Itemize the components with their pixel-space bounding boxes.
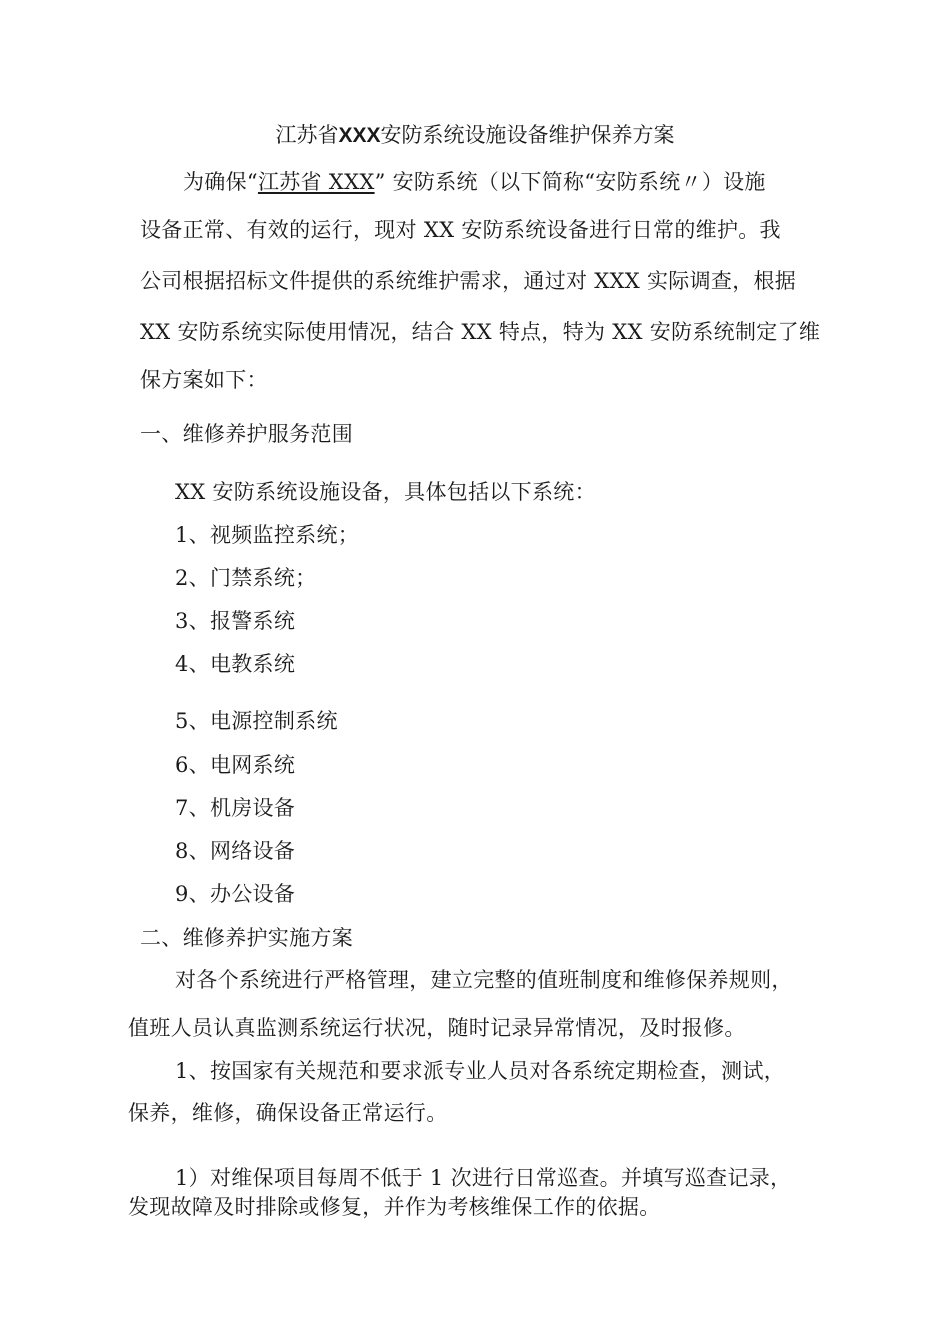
section-2-paragraph-1-line-2: 值班人员认真监测系统运行状况，随时记录异常情况，及时报修。 [128, 1016, 746, 1040]
title-bold: XXX [338, 124, 381, 147]
intro-line-1-underlined: 江苏省 XXX [257, 170, 375, 194]
list-item: 8、网络设备 [175, 839, 296, 863]
intro-line-1-b: ” 安防系统（以下简称“安防系统〃）设施 [374, 170, 766, 194]
section-2-paragraph-2-line-1: 1、按国家有关规范和要求派专业人员对各系统定期检查，测试， [175, 1059, 786, 1083]
title-suffix: 安防系统设施设备维护保养方案 [380, 123, 675, 147]
intro-line-2: 设备正常、有效的运行，现对 XX 安防系统设备进行日常的维护。我 [140, 218, 781, 242]
section-2-heading: 二、维修养护实施方案 [140, 926, 353, 950]
list-item: 3、报警系统 [175, 609, 296, 633]
section-2-paragraph-3-line-1: 1）对维保项目每周不低于 1 次进行日常巡查。并填写巡查记录， [175, 1166, 792, 1190]
section-2-paragraph-1-line-1: 对各个系统进行严格管理，建立完整的值班制度和维修保养规则， [175, 968, 793, 992]
intro-line-4: XX 安防系统实际使用情况，结合 XX 特点，特为 XX 安防系统制定了维 [140, 320, 821, 344]
intro-line-3: 公司根据招标文件提供的系统维护需求，通过对 XXX 实际调查，根据 [140, 269, 797, 293]
section-1-heading: 一、维修养护服务范围 [140, 422, 353, 446]
list-item: 4、电教系统 [175, 652, 296, 676]
intro-line-1-a: 为确保“ [183, 170, 258, 194]
list-item: 5、电源控制系统 [175, 709, 338, 733]
list-item: 2、门禁系统； [175, 566, 317, 590]
document-title [0, 121, 950, 150]
list-item: 6、电网系统 [175, 753, 296, 777]
list-item: 9、办公设备 [175, 882, 296, 906]
list-item: 1、视频监控系统； [175, 523, 360, 547]
section-1-lead: XX 安防系统设施设备，具体包括以下系统： [175, 480, 596, 504]
intro-line-5: 保方案如下： [140, 368, 268, 392]
section-2-paragraph-2-line-2: 保养，维修，确保设备正常运行。 [128, 1101, 448, 1125]
title-prefix: 江苏省 [275, 123, 339, 147]
intro-line-1 [183, 168, 766, 196]
list-item: 7、机房设备 [175, 796, 296, 820]
section-2-paragraph-3-line-2: 发现故障及时排除或修复，并作为考核维保工作的依据。 [128, 1195, 661, 1219]
